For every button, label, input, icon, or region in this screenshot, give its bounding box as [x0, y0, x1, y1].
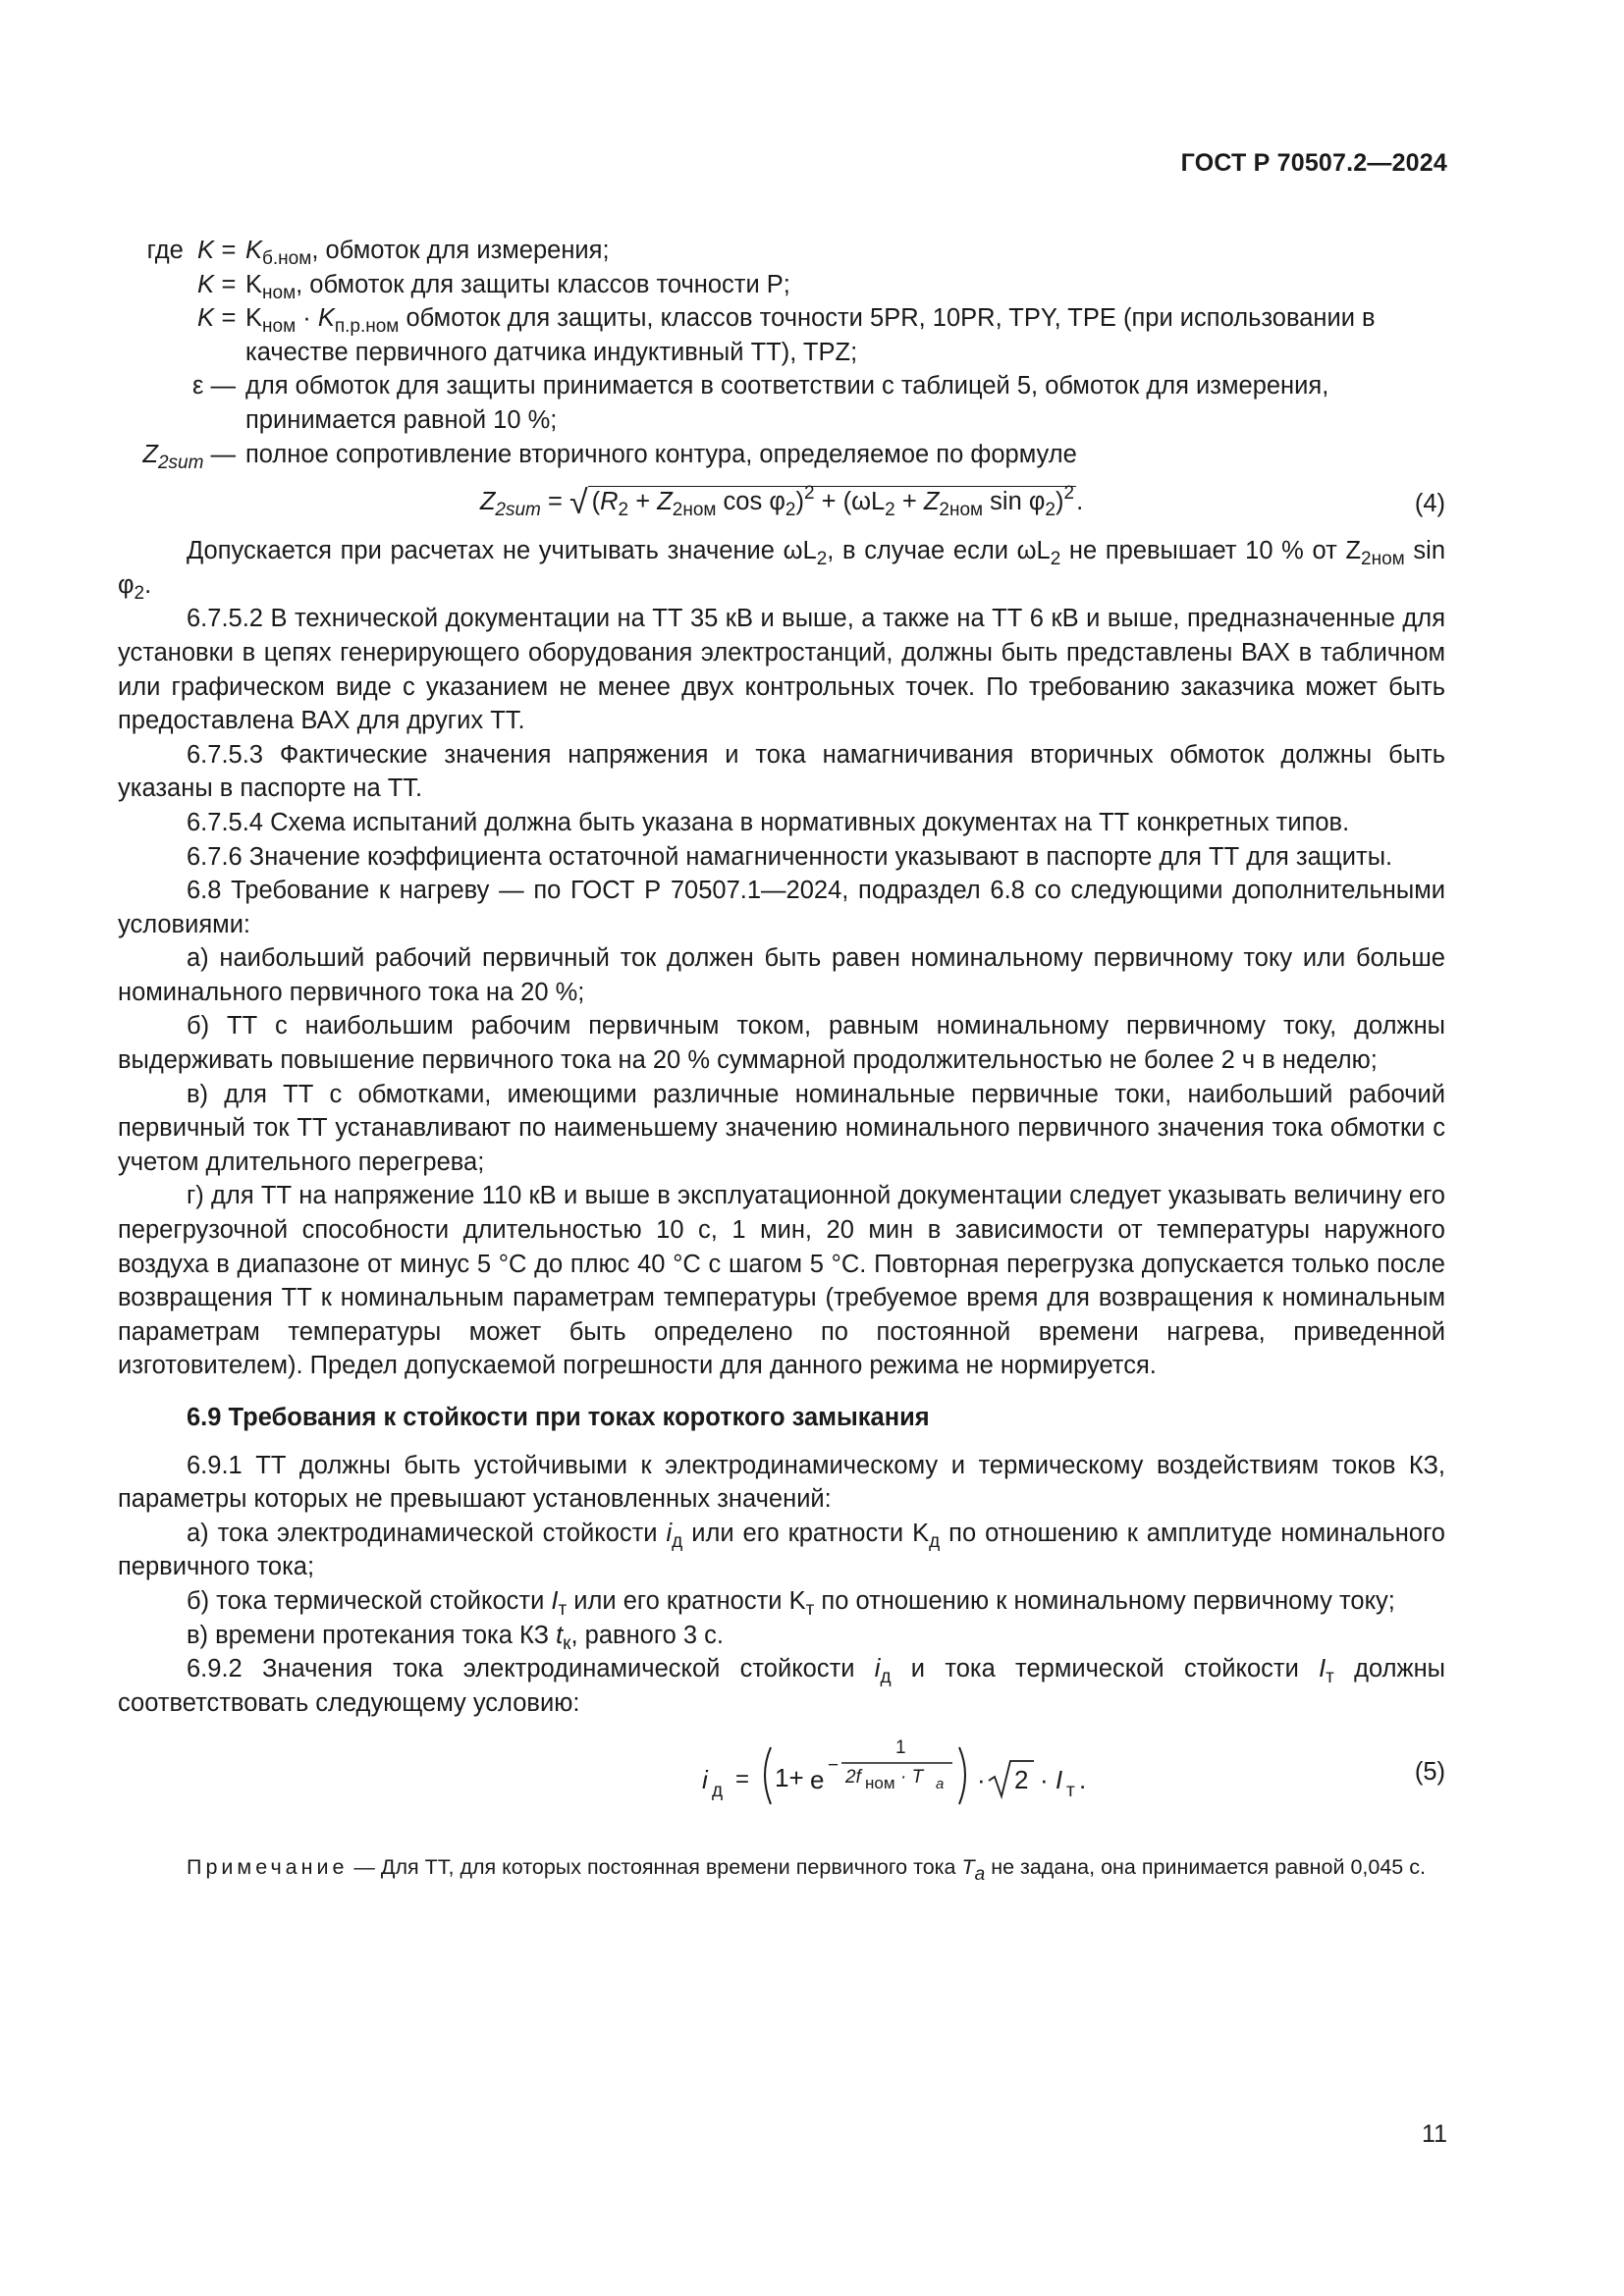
where-symbol: Z: [142, 440, 158, 468]
formula-5-number: (5): [1414, 1758, 1445, 1787]
svg-text:· T: · T: [900, 1767, 924, 1789]
section-title-6-9: 6.9 Требования к стойкости при токах короткого замыкания: [187, 1404, 930, 1431]
paragraph-6-7-6: 6.7.6 Значение коэффициента остаточной намагниченности указывают в паспорте для ТТ для защиты.: [187, 842, 1393, 871]
paragraph-6-7-5-2: 6.7.5.2 В технической документации на ТТ 35 кВ и выше, а также на ТТ 6 кВ и выше, предназначенные для установки в цепях генерирующего оборудования электростанций, должны быть представлены ВАХ в табличном или графическом виде с указанием не менее двух контрольных точек. По требованию заказчика может быть предоставлена ВАХ для других ТТ.: [118, 605, 1445, 735]
where-item-3: K = $K_{ном} \cdot K_{п.р.ном}$ обмоток для защиты, классов точности 5PR, 10PR, TPY, TPE (при использовании в качестве первичного датчика индуктивный ТТ), TPZ;: [197, 304, 1376, 366]
svg-text:2: 2: [1014, 1765, 1029, 1795]
where-item-2: K = $K_{ном}$, обмоток для защиты классов точности P;: [197, 270, 790, 303]
where-item-4: ε — для обмоток для защиты принимается в соответствии с таблицей 5, обмоток для измерения, принимается равной 10 %;: [192, 372, 1329, 434]
where-symbol: K =: [197, 270, 236, 298]
formula-5: [118, 1720, 1445, 1838]
where-word: где: [146, 237, 184, 264]
formula-4: [118, 471, 1445, 534]
svg-text:−: −: [828, 1755, 839, 1777]
svg-text:e: e: [810, 1765, 825, 1795]
note-label: Примечание: [187, 1855, 349, 1880]
page-content: [118, 234, 1445, 1903]
note: Примечание — Для ТТ, для которых постоянная времени первичного тока Ta не задана, она принимается равной 0,045 с.: [187, 1855, 1426, 1886]
paragraph-6-9-1-v: в) времени протекания тока КЗ $t_к$, равного 3 с.: [187, 1621, 724, 1654]
svg-text:ном: ном: [865, 1774, 895, 1793]
paragraph-6-7-5-4: 6.7.5.4 Схема испытаний должна быть указана в нормативных документах на ТТ конкретных типов.: [187, 808, 1350, 836]
paragraph-6-9-1-a: а) тока электродинамической стойкости $i_д$ или его кратности $K_д$ по отношению к амплитуде номинального первичного тока;: [118, 1519, 1445, 1581]
paragraph-6-9-2: 6.9.2 Значения тока электродинамической стойкости $i_д$ и тока термической стойкости $I_т$ должны соответствовать следующему условию:: [118, 1655, 1445, 1717]
svg-text:2f: 2f: [845, 1767, 861, 1789]
where-item-1: где K = $K_{б.ном}$, обмоток для измерения;: [146, 237, 610, 269]
formula-4-number: (4): [1414, 490, 1445, 518]
svg-text:д: д: [712, 1781, 724, 1802]
sqrt-icon: √: [568, 484, 588, 522]
document-code: ГОСТ Р 70507.2—2024: [1180, 149, 1447, 177]
svg-text:1: 1: [895, 1737, 906, 1759]
paragraph-6-8-v: в) для ТТ с обмотками, имеющими различные номинальные первичные токи, наибольший рабочий первичный ток ТТ устанавливают по наименьшему значению номинального первичного значения тока обмотки с учетом длительного перегрева;: [118, 1080, 1445, 1176]
svg-text:·: ·: [977, 1765, 986, 1795]
svg-text:·: ·: [1040, 1765, 1049, 1795]
where-item-5: $Z_{2sum}$ — полное сопротивление вторичного контура, определяемое по формуле: [142, 440, 1077, 473]
svg-text:т: т: [1066, 1781, 1075, 1802]
svg-text:a: a: [936, 1776, 945, 1793]
paragraph-6-7-5-3: 6.7.5.3 Фактические значения напряжения и тока намагничивания вторичных обмоток должны быть указаны в паспорте на ТТ.: [118, 740, 1445, 803]
paragraph-6-8: 6.8 Требование к нагреву — по ГОСТ Р 70507.1—2024, подраздел 6.8 со следующими дополнительными условиями:: [118, 877, 1445, 938]
paragraph-6-8-b: б) ТТ с наибольшим рабочим первичным током, равным номинальному первичному току, должны выдерживать повышение первичного тока на 20 % суммарной продолжительностью не более 2 ч в неделю;: [118, 1012, 1445, 1075]
svg-text:.: .: [1079, 1765, 1087, 1795]
page-number: 11: [1422, 2120, 1447, 2148]
formula-4-expression: $Z_{2sum}$ = √ ($R_2 + Z_{2ном}$ $\cos \varphi_2)^2 + (\omega L_2 + Z_{2ном}$ $\sin \varphi_2)^2$.: [479, 483, 1084, 522]
formula-5-expression: [702, 1728, 1114, 1826]
where-symbol: K =: [197, 304, 236, 333]
paragraph-6-8-a: а) наибольший рабочий первичный ток должен быть равен номинальному первичному току или больше номинального первичного тока на 20 %;: [118, 944, 1445, 1006]
svg-text:I: I: [1056, 1765, 1063, 1795]
paragraph-6-8-g: г) для ТТ на напряжение 110 кВ и выше в эксплуатационной документации следует указывать величину его перегрузочной способности длительностью 10 с, 1 мин, 20 мин в зависимости от температуры наружного воздуха в диапазоне от минус 5 °С до плюс 40 °С с шагом 5 °С. Повторная перегрузка допускается только после возвращения ТТ к номинальным параметрам температуры (требуемое время для возвращения к номинальным параметрам температуры может быть определено по постоянной времени нагрева, приведенной изготовителем). Предел допускаемой погрешности для данного режима не нормируется.: [118, 1182, 1445, 1380]
where-symbol: ε —: [192, 372, 236, 400]
svg-text:1+: 1+: [775, 1763, 804, 1793]
where-symbol: K =: [197, 237, 236, 264]
svg-text:=: =: [735, 1766, 750, 1793]
paragraph-6-9-1-b: б) тока термической стойкости $I_т$ или его кратности $K_т$ по отношению к номинальному первичному току;: [187, 1586, 1395, 1620]
paragraph-allow: Допускается при расчетах не учитывать значение $\omega L_2$, в случае если $\omega L_2$ не превышает 10 % от $Z_{2ном}$ $\sin \varphi_2$.: [118, 537, 1445, 604]
paragraph-6-9-1: 6.9.1 ТТ должны быть устойчивыми к электродинамическому и термическому воздействиям токов КЗ, параметры которых не превышают установленных значений:: [118, 1451, 1445, 1514]
svg-text:i: i: [702, 1765, 708, 1795]
